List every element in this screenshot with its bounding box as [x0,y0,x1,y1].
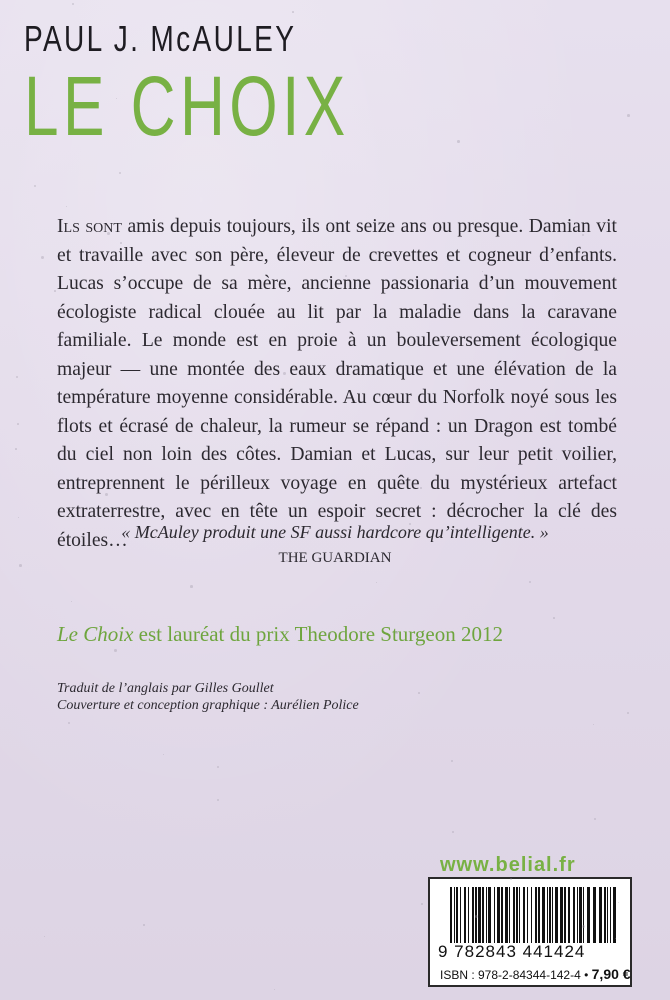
press-quote-source: THE GUARDIAN [278,550,392,566]
award-line [57,622,503,647]
isbn-price-line: ISBN : 978-2-84344-142-4 • 7,90 € [440,966,631,982]
barcode-panel [428,877,632,987]
blurb-paragraph [57,213,617,555]
author-name: PAUL J. McAULEY [24,18,297,59]
blurb-lead: Ils sont [57,216,122,237]
cover-design-credit: Couverture et conception graphique : Aurélien Police [57,698,359,713]
barcode-digits: 9 782843 441424 [438,942,586,961]
award-text: est lauréat du prix Theodore Sturgeon 2012 [133,622,503,646]
press-quote: « McAuley produit une SF aussi hardcore qu’intelligente. » [121,522,549,542]
publisher-website: www.belial.fr [440,854,576,876]
translator-credit: Traduit de l’anglais par Gilles Goullet [57,681,274,696]
isbn-number: ISBN : 978-2-84344-142-4 [440,968,581,982]
blurb-body: amis depuis toujours, ils ont seize ans ou presque. Damian vit et travaille avec son père, éleveur de crevettes et cogneur d’enfants. Lucas s’occupe de sa mère, ancienne passionaria d’un mouvement écologiste radical clouée au lit par la maladie dans la caravane familiale. Le monde est en proie à un bouleversement écologique majeur — une montée des eaux dramatique et une élévation de la température moyenne considérable. Au cœur du Norfolk noyé sous les flots et écrasé de chaleur, la rumeur se répand : un Dragon est tombé du ciel non loin des côtes. Damian et Lucas, sur leur petit voilier, entreprennent le périlleux voyage en quête du mystérieux artefact extraterrestre, avec en tête un espoir secret : décrocher la clé des étoiles… [57,216,617,551]
price: 7,90 € [591,966,631,982]
award-book-title: Le Choix [57,622,134,646]
book-title: LE CHOIX [24,59,350,153]
